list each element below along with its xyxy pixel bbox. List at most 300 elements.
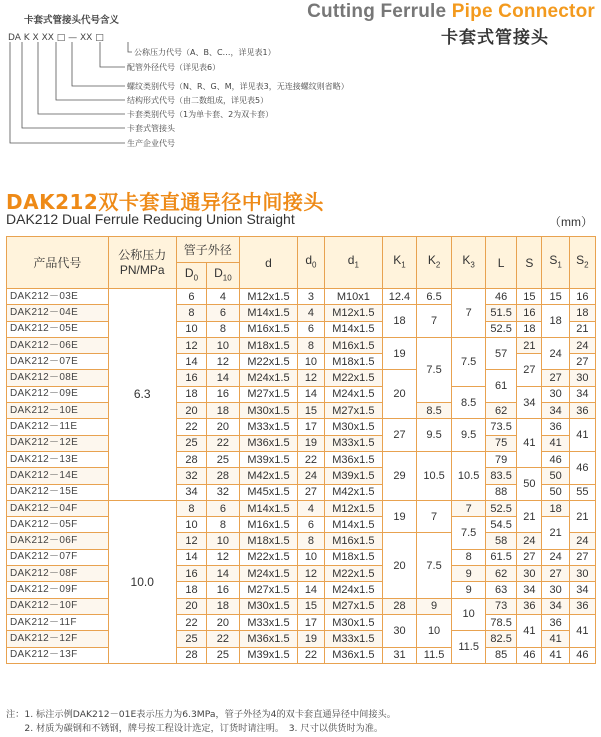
header-pipe-od: 管子外径 (176, 237, 239, 263)
cell-l: 78.5 (485, 614, 516, 630)
cell-d10: 14 (207, 370, 240, 386)
header-D10: $D_{10}$ (207, 263, 240, 289)
cell-bore-d0: 14 (298, 582, 324, 598)
cell-s1: 34 (542, 598, 569, 614)
cell-model: DAK212－08E (7, 370, 109, 386)
header-s: S (517, 237, 542, 289)
cell-bore-d0: 10 (298, 549, 324, 565)
cell-thread-d1: M16x1.5 (324, 337, 383, 353)
cell-d10: 28 (207, 468, 240, 484)
cell-d0: 25 (176, 435, 206, 451)
cell-thread-d1: M24x1.5 (324, 582, 383, 598)
cell-k1: 28 (383, 598, 417, 614)
cell-model: DAK212－12E (7, 435, 109, 451)
cell-k3: 9 (452, 566, 486, 582)
cell-s2: 16 (569, 289, 595, 305)
cell-k3: 11.5 (452, 631, 486, 664)
cell-l: 75 (485, 435, 516, 451)
cell-s: 16 (517, 305, 542, 321)
cell-thread-d: M30x1.5 (239, 403, 298, 419)
cell-s1: 36 (542, 614, 569, 630)
cell-model: DAK212－08F (7, 566, 109, 582)
cell-thread-d: M42x1.5 (239, 468, 298, 484)
cell-k1: 29 (383, 451, 417, 500)
table-row (7, 403, 596, 419)
cell-d0: 28 (176, 451, 206, 467)
cell-d10: 14 (207, 566, 240, 582)
code-explanation-6: 卡套式管接头 (127, 124, 175, 133)
spec-table (6, 236, 596, 664)
cell-model: DAK212－10F (7, 598, 109, 614)
header-d0: $d_0$ (298, 237, 324, 289)
cell-model: DAK212－10E (7, 403, 109, 419)
cell-s1: 24 (542, 549, 569, 565)
cell-k1: 20 (383, 370, 417, 419)
cell-l: 82.5 (485, 631, 516, 647)
cell-thread-d: M39x1.5 (239, 647, 298, 663)
table-row (7, 484, 596, 500)
cell-d10: 32 (207, 484, 240, 500)
cell-thread-d1: M27x1.5 (324, 598, 383, 614)
cell-bore-d0: 22 (298, 451, 324, 467)
cell-d0: 14 (176, 354, 206, 370)
cell-k2: 7.5 (416, 337, 452, 402)
header-l: L (485, 237, 516, 289)
cell-bore-d0: 27 (298, 484, 324, 500)
cell-s: 36 (517, 598, 542, 614)
header-k1: $K_1$ (383, 237, 417, 289)
header-k2: $K_2$ (416, 237, 452, 289)
cell-s1: 27 (542, 370, 569, 386)
cell-s: 41 (517, 614, 542, 647)
cell-s2: 30 (569, 566, 595, 582)
cell-k3: 7.5 (452, 517, 486, 550)
cell-s2: 46 (569, 451, 595, 484)
cell-thread-d1: M12x1.5 (324, 500, 383, 516)
cell-d10: 16 (207, 582, 240, 598)
cell-d0: 8 (176, 500, 206, 516)
table-row (7, 598, 596, 614)
cell-thread-d1: M33x1.5 (324, 435, 383, 451)
cell-s2: 36 (569, 598, 595, 614)
cell-d10: 20 (207, 419, 240, 435)
header-d: d (239, 237, 298, 289)
cell-thread-d: M14x1.5 (239, 500, 298, 516)
cell-s: 34 (517, 386, 542, 419)
cell-model: DAK212－09E (7, 386, 109, 402)
cell-s1: 30 (542, 582, 569, 598)
cell-bore-d0: 10 (298, 354, 324, 370)
table-row (7, 647, 596, 663)
cell-d0: 16 (176, 370, 206, 386)
cell-thread-d1: M12x1.5 (324, 305, 383, 321)
cell-model: DAK212－14E (7, 468, 109, 484)
cell-thread-d: M12x1.5 (239, 289, 298, 305)
cell-thread-d1: M18x1.5 (324, 549, 383, 565)
cell-s1: 46 (542, 451, 569, 467)
cell-d0: 6 (176, 289, 206, 305)
cell-d0: 22 (176, 419, 206, 435)
cell-d0: 28 (176, 647, 206, 663)
cell-thread-d1: M22x1.5 (324, 566, 383, 582)
cell-d10: 8 (207, 321, 240, 337)
cell-bore-d0: 8 (298, 533, 324, 549)
cell-k2: 9.5 (416, 419, 452, 452)
table-row (7, 435, 596, 451)
cell-model: DAK212－05F (7, 517, 109, 533)
cell-d0: 20 (176, 598, 206, 614)
cell-thread-d1: M14x1.5 (324, 517, 383, 533)
cell-thread-d1: M30x1.5 (324, 419, 383, 435)
cell-d0: 34 (176, 484, 206, 500)
cell-d10: 6 (207, 500, 240, 516)
cell-s: 21 (517, 500, 542, 533)
spec-table-body (7, 289, 596, 664)
cell-d0: 12 (176, 533, 206, 549)
table-row (7, 289, 596, 305)
cell-d0: 18 (176, 386, 206, 402)
cell-thread-d1: M36x1.5 (324, 451, 383, 467)
cell-s: 27 (517, 354, 542, 387)
cell-l: 79 (485, 451, 516, 467)
cell-s2: 34 (569, 386, 595, 402)
cell-k3: 10.5 (452, 451, 486, 500)
cell-d10: 22 (207, 435, 240, 451)
cell-d0: 22 (176, 614, 206, 630)
table-row (7, 468, 596, 484)
cell-k3: 7.5 (452, 337, 486, 386)
table-row (7, 305, 596, 321)
cell-bore-d0: 17 (298, 419, 324, 435)
cell-l: 73.5 (485, 419, 516, 435)
table-row (7, 451, 596, 467)
cell-l: 46 (485, 289, 516, 305)
cell-k1: 19 (383, 500, 417, 533)
cell-l: 57 (485, 337, 516, 370)
table-row (7, 370, 596, 386)
table-row (7, 321, 596, 337)
table-row (7, 582, 596, 598)
cell-thread-d1: M36x1.5 (324, 647, 383, 663)
cell-s2: 41 (569, 614, 595, 647)
cell-thread-d: M33x1.5 (239, 419, 298, 435)
cell-bore-d0: 17 (298, 614, 324, 630)
cell-k1: 19 (383, 337, 417, 370)
cell-l: 73 (485, 598, 516, 614)
cell-model: DAK212－13E (7, 451, 109, 467)
cell-s: 50 (517, 468, 542, 501)
table-row (7, 631, 596, 647)
cell-thread-d: M22x1.5 (239, 549, 298, 565)
cell-l: 52.5 (485, 321, 516, 337)
cell-s2: 30 (569, 370, 595, 386)
cell-s: 34 (517, 582, 542, 598)
cell-model: DAK212－07F (7, 549, 109, 565)
cell-k2: 8.5 (416, 403, 452, 419)
header-s1: $S_1$ (542, 237, 569, 289)
cell-thread-d: M18x1.5 (239, 337, 298, 353)
cell-d0: 8 (176, 305, 206, 321)
cell-thread-d: M16x1.5 (239, 321, 298, 337)
cell-thread-d: M27x1.5 (239, 582, 298, 598)
cell-thread-d1: M30x1.5 (324, 614, 383, 630)
cell-d10: 4 (207, 289, 240, 305)
cell-bore-d0: 12 (298, 566, 324, 582)
cell-s1: 15 (542, 289, 569, 305)
cell-model: DAK212－04F (7, 500, 109, 516)
cell-k2: 6.5 (416, 289, 452, 305)
cell-k2: 7 (416, 305, 452, 338)
cell-d0: 16 (176, 566, 206, 582)
cell-s1: 24 (542, 337, 569, 370)
cell-bore-d0: 4 (298, 500, 324, 516)
header-d1: $d_1$ (324, 237, 383, 289)
cell-model: DAK212－11E (7, 419, 109, 435)
cell-s1: 27 (542, 566, 569, 582)
cell-d10: 20 (207, 614, 240, 630)
cell-k3: 7 (452, 289, 486, 338)
title-chinese: 卡套式管接头 (441, 28, 549, 48)
cell-pressure: 6.3 (108, 289, 176, 501)
cell-model: DAK212－06F (7, 533, 109, 549)
cell-d10: 10 (207, 337, 240, 353)
cell-s1: 21 (542, 517, 569, 550)
table-row (7, 566, 596, 582)
cell-k2: 7.5 (416, 533, 452, 598)
cell-bore-d0: 22 (298, 647, 324, 663)
header-model: 产品代号 (7, 237, 109, 289)
cell-k1: 30 (383, 614, 417, 647)
cell-bore-d0: 19 (298, 435, 324, 451)
unit-label: （mm） (549, 215, 593, 229)
table-row (7, 614, 596, 630)
cell-s: 18 (517, 321, 542, 337)
cell-s: 30 (517, 566, 542, 582)
table-row (7, 419, 596, 435)
cell-s2: 24 (569, 533, 595, 549)
header-s2: $S_2$ (569, 237, 595, 289)
cell-thread-d: M14x1.5 (239, 305, 298, 321)
code-explanation-2: 配管外径代号（详见表6） (127, 63, 221, 72)
table-row (7, 500, 596, 516)
cell-d10: 16 (207, 386, 240, 402)
cell-bore-d0: 8 (298, 337, 324, 353)
cell-k2: 10.5 (416, 451, 452, 500)
cell-s1: 41 (542, 647, 569, 663)
cell-s: 27 (517, 549, 542, 565)
cell-k1: 12.4 (383, 289, 417, 305)
cell-thread-d1: M39x1.5 (324, 468, 383, 484)
cell-s: 21 (517, 337, 542, 353)
cell-d0: 12 (176, 337, 206, 353)
cell-d0: 25 (176, 631, 206, 647)
cell-k3: 8.5 (452, 386, 486, 419)
cell-s2: 36 (569, 403, 595, 419)
cell-thread-d: M24x1.5 (239, 370, 298, 386)
code-explanation-4: 结构形式代号（由二数组成，详见表5） (127, 96, 269, 105)
code-explanation-1: 公称压力代号（A、B、C…，详见表1） (134, 48, 276, 57)
cell-model: DAK212－15E (7, 484, 109, 500)
cell-l: 52.5 (485, 500, 516, 516)
cell-l: 63 (485, 582, 516, 598)
cell-thread-d: M36x1.5 (239, 435, 298, 451)
cell-thread-d1: M33x1.5 (324, 631, 383, 647)
cell-thread-d: M22x1.5 (239, 354, 298, 370)
cell-s2: 41 (569, 419, 595, 452)
cell-k3: 7 (452, 500, 486, 516)
cell-s1: 34 (542, 403, 569, 419)
product-title: DAK212双卡套直通异径中间接头 (6, 190, 324, 214)
cell-d10: 6 (207, 305, 240, 321)
cell-pressure: 10.0 (108, 500, 176, 663)
cell-thread-d1: M16x1.5 (324, 533, 383, 549)
table-row (7, 549, 596, 565)
note-line-1: 注：1. 标注示例DAK212－01E表示压力为6.3MPa，管子外径为4的双卡套直通异径中间接头。 (6, 709, 396, 720)
cell-model: DAK212－06E (7, 337, 109, 353)
cell-k1: 20 (383, 533, 417, 598)
cell-d0: 10 (176, 321, 206, 337)
cell-k2: 10 (416, 614, 452, 647)
cell-s1: 36 (542, 419, 569, 435)
cell-s1: 18 (542, 305, 569, 338)
cell-model: DAK212－12F (7, 631, 109, 647)
header-D0: $D_0$ (176, 263, 206, 289)
cell-s1: 41 (542, 435, 569, 451)
cell-k2: 7 (416, 500, 452, 533)
code-explanation-7: 生产企业代号 (127, 139, 175, 148)
code-meaning-title: 卡套式管接头代号含义 (24, 15, 120, 26)
cell-thread-d1: M14x1.5 (324, 321, 383, 337)
cell-d0: 10 (176, 517, 206, 533)
cell-s1: 50 (542, 468, 569, 484)
cell-thread-d1: M10x1 (324, 289, 383, 305)
cell-l: 61 (485, 370, 516, 403)
cell-d10: 10 (207, 533, 240, 549)
cell-thread-d1: M18x1.5 (324, 354, 383, 370)
cell-thread-d: M27x1.5 (239, 386, 298, 402)
cell-thread-d1: M27x1.5 (324, 403, 383, 419)
cell-d0: 14 (176, 549, 206, 565)
cell-k1: 31 (383, 647, 417, 663)
cell-s2: 21 (569, 500, 595, 533)
cell-thread-d: M30x1.5 (239, 598, 298, 614)
cell-thread-d: M18x1.5 (239, 533, 298, 549)
cell-bore-d0: 24 (298, 468, 324, 484)
cell-thread-d: M24x1.5 (239, 566, 298, 582)
cell-k2: 11.5 (416, 647, 452, 663)
cell-model: DAK212－07E (7, 354, 109, 370)
cell-d10: 25 (207, 451, 240, 467)
cell-d10: 18 (207, 403, 240, 419)
cell-d0: 20 (176, 403, 206, 419)
cell-s: 41 (517, 419, 542, 468)
cell-model: DAK212－05E (7, 321, 109, 337)
cell-s2: 21 (569, 321, 595, 337)
cell-k3: 8 (452, 549, 486, 565)
cell-model: DAK212－09F (7, 582, 109, 598)
cell-thread-d1: M22x1.5 (324, 370, 383, 386)
code-explanation-5: 卡套类别代号（1为单卡套、2为双卡套） (127, 110, 274, 119)
header-k3: $K_3$ (452, 237, 486, 289)
cell-bore-d0: 15 (298, 598, 324, 614)
cell-s: 24 (517, 533, 542, 549)
cell-thread-d: M45x1.5 (239, 484, 298, 500)
cell-l: 62 (485, 566, 516, 582)
cell-bore-d0: 15 (298, 403, 324, 419)
notes (6, 708, 396, 736)
cell-thread-d: M16x1.5 (239, 517, 298, 533)
cell-d10: 18 (207, 598, 240, 614)
cell-l: 54.5 (485, 517, 516, 533)
cell-s2: 46 (569, 647, 595, 663)
cell-bore-d0: 3 (298, 289, 324, 305)
cell-l: 88 (485, 484, 516, 500)
cell-bore-d0: 6 (298, 517, 324, 533)
cell-s2: 27 (569, 549, 595, 565)
cell-k1: 27 (383, 419, 417, 452)
cell-s1: 18 (542, 500, 569, 516)
cell-l: 61.5 (485, 549, 516, 565)
cell-d0: 18 (176, 582, 206, 598)
cell-thread-d1: M42x1.5 (324, 484, 383, 500)
cell-s2: 27 (569, 354, 595, 370)
cell-thread-d: M36x1.5 (239, 631, 298, 647)
cell-model: DAK212－11F (7, 614, 109, 630)
cell-l: 51.5 (485, 305, 516, 321)
product-subtitle: DAK212 Dual Ferrule Reducing Union Straight (6, 211, 295, 227)
cell-bore-d0: 6 (298, 321, 324, 337)
cell-s2: 24 (569, 337, 595, 353)
cell-s2: 34 (569, 582, 595, 598)
cell-d0: 32 (176, 468, 206, 484)
table-row (7, 517, 596, 533)
cell-bore-d0: 19 (298, 631, 324, 647)
cell-k1: 18 (383, 305, 417, 338)
cell-d10: 8 (207, 517, 240, 533)
cell-thread-d: M39x1.5 (239, 451, 298, 467)
cell-s2: 55 (569, 484, 595, 500)
cell-k2: 9 (416, 598, 452, 614)
cell-d10: 12 (207, 354, 240, 370)
table-row (7, 533, 596, 549)
cell-model: DAK212－03E (7, 289, 109, 305)
cell-k3: 9 (452, 582, 486, 598)
cell-l: 83.5 (485, 468, 516, 484)
cell-bore-d0: 4 (298, 305, 324, 321)
cell-s1: 50 (542, 484, 569, 500)
header-pressure: 公称压力 PN/MPa (108, 237, 176, 289)
cell-d10: 25 (207, 647, 240, 663)
cell-d10: 22 (207, 631, 240, 647)
table-row (7, 337, 596, 353)
cell-k3: 10 (452, 598, 486, 631)
cell-bore-d0: 14 (298, 386, 324, 402)
cell-s1: 41 (542, 631, 569, 647)
cell-l: 62 (485, 403, 516, 419)
cell-s: 15 (517, 289, 542, 305)
cell-model: DAK212－04E (7, 305, 109, 321)
cell-d10: 12 (207, 549, 240, 565)
code-sequence: DA K X XX □ — XX □ (8, 33, 104, 43)
code-explanation-3: 螺纹类别代号（N、R、G、M，详见表3，无连接螺纹则省略） (127, 82, 349, 91)
title-en-part1: Cutting Ferrule (307, 1, 452, 22)
cell-l: 58 (485, 533, 516, 549)
cell-k3: 9.5 (452, 419, 486, 452)
cell-thread-d: M33x1.5 (239, 614, 298, 630)
cell-model: DAK212－13F (7, 647, 109, 663)
title-en-highlight: Pipe Connector (451, 1, 595, 22)
note-line-2: 2. 材质为碳钢和不锈钢，牌号按工程设计选定，订货时请注明。 3. 尺寸以供货时为准。 (6, 723, 384, 734)
